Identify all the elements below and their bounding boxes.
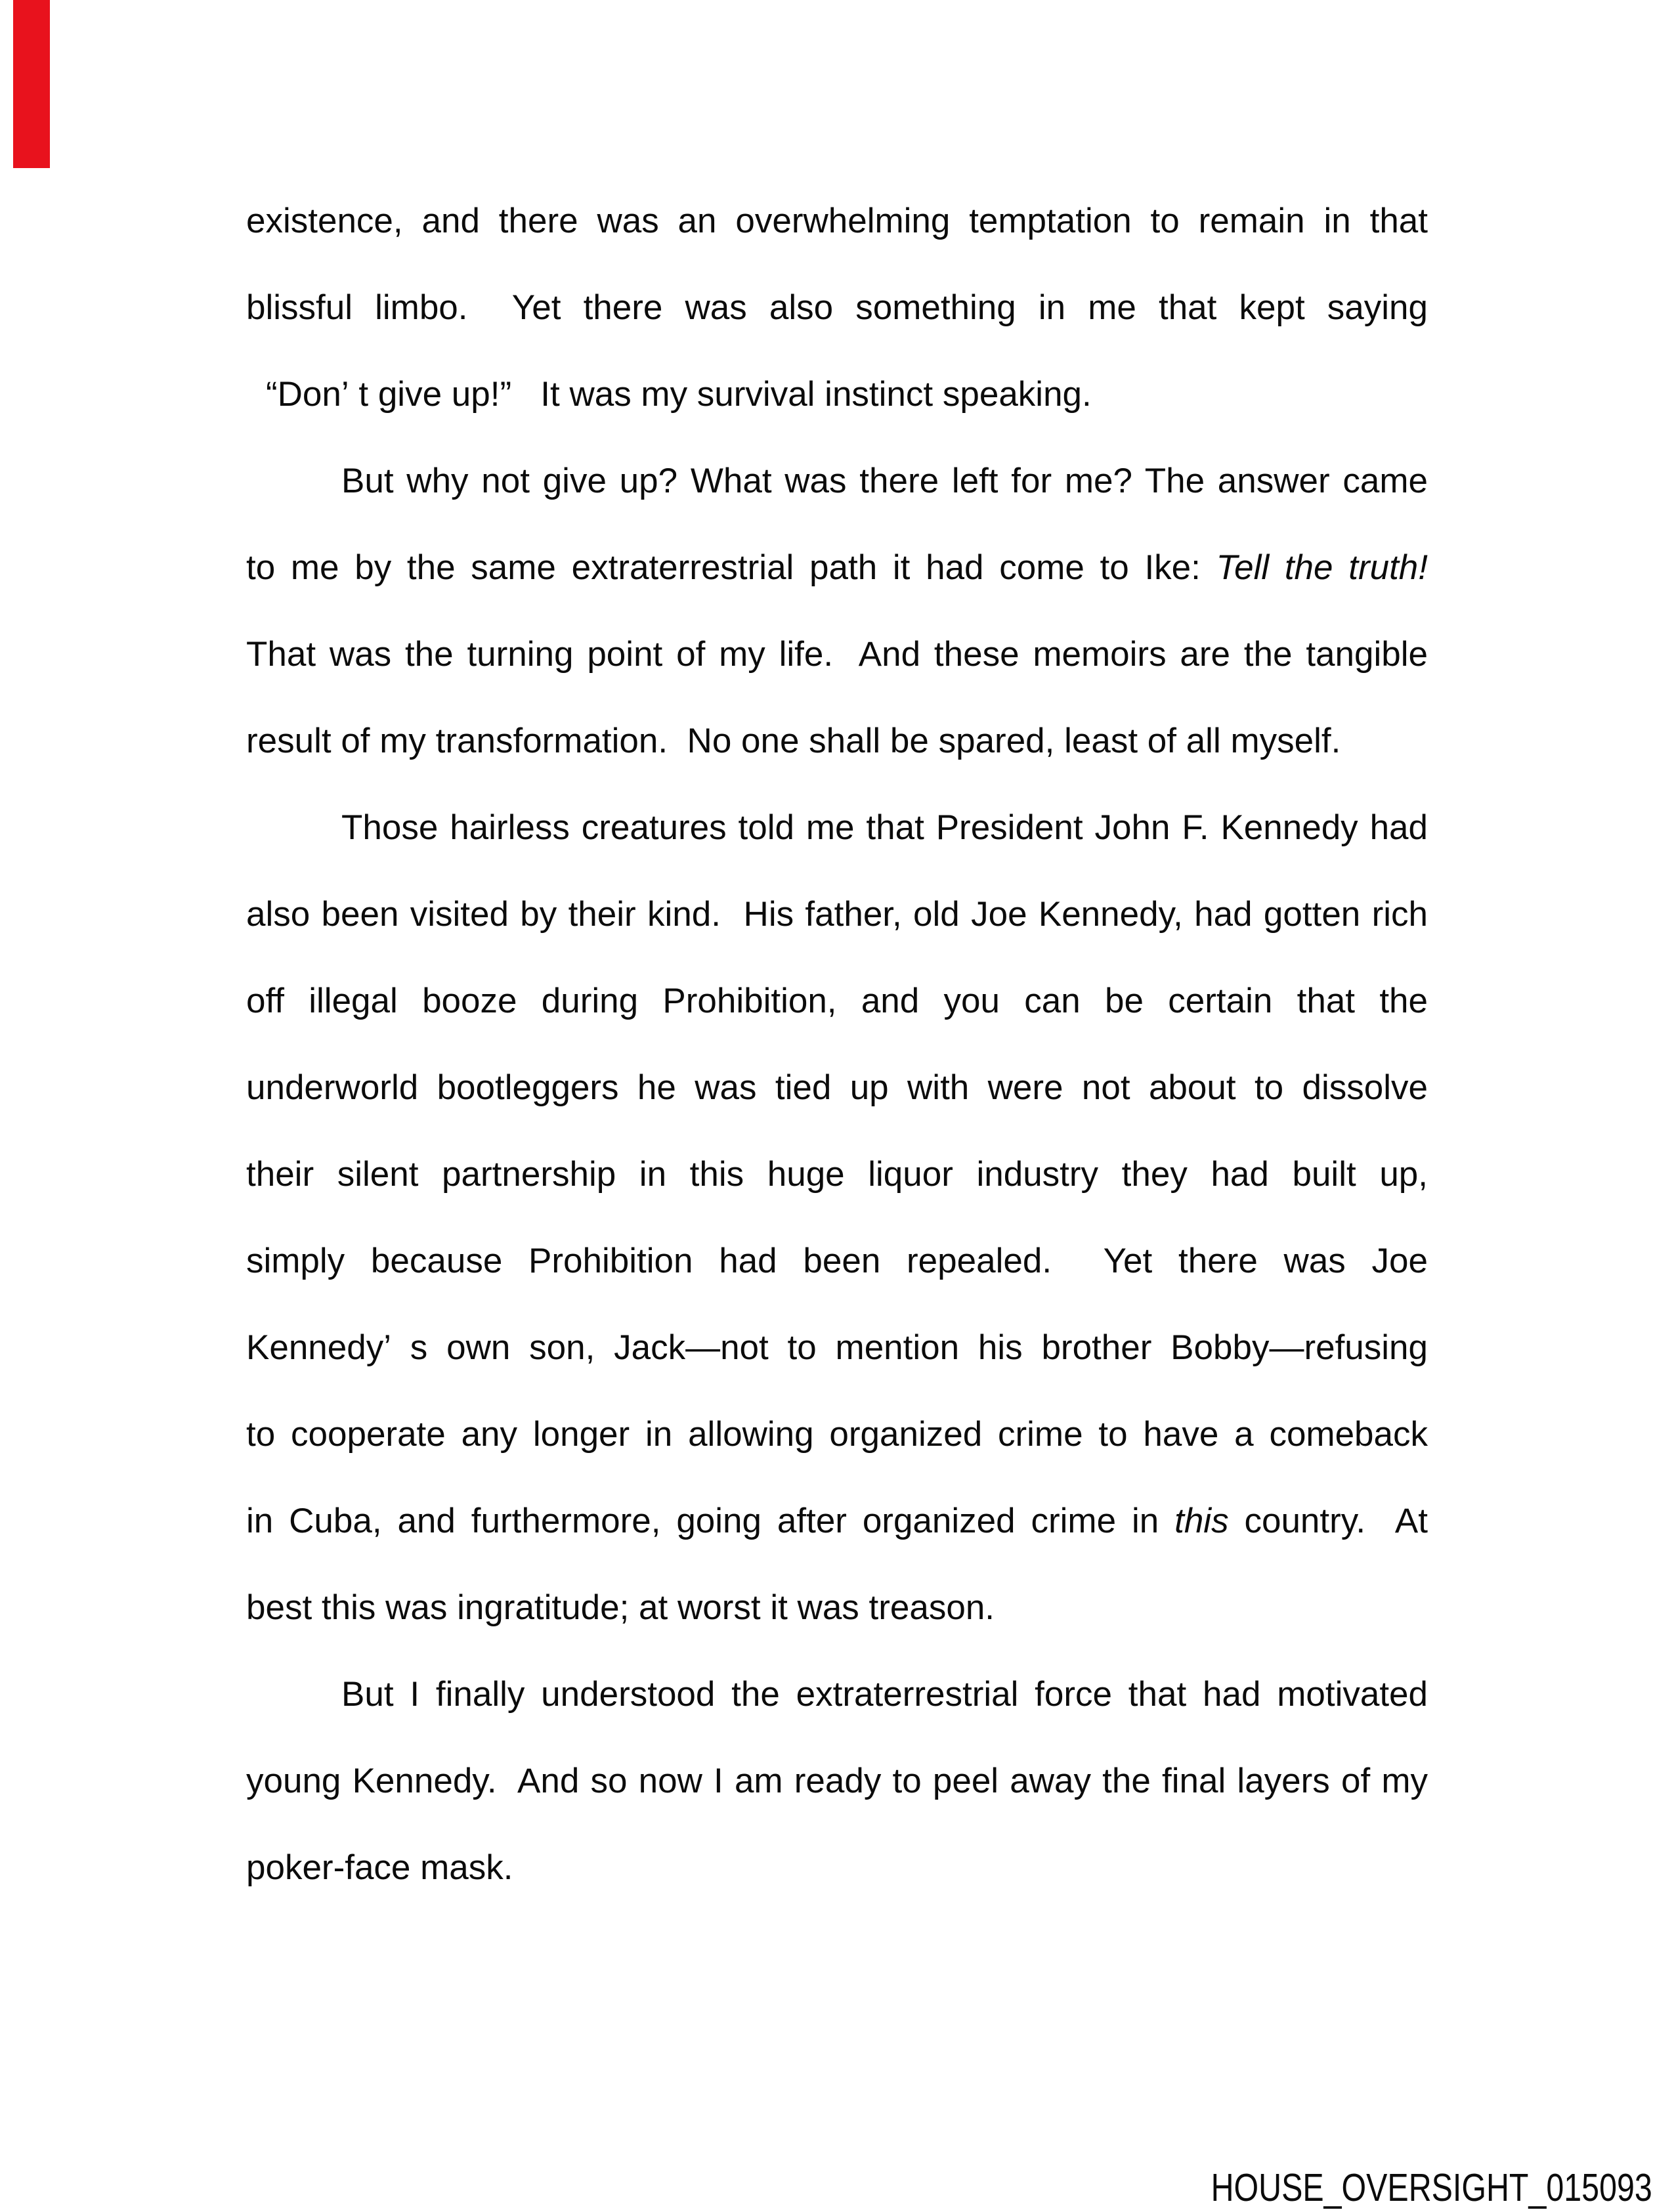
text-line (246, 438, 1428, 525)
text-block (246, 178, 1428, 1911)
text-line (246, 1565, 1428, 1651)
text-segment: to cooperate any longer in allowing organized crime to have a comeback (246, 1415, 1428, 1454)
text-line (246, 1738, 1428, 1825)
text-segment: their silent partnership in this huge liquor industry they had built up, (246, 1155, 1428, 1194)
text-segment: poker-face mask. (246, 1848, 513, 1887)
text-line (246, 525, 1428, 611)
text-segment: result of my transformation. No one shall be spared, least of all myself. (246, 722, 1341, 760)
italic-text-segment: this (1174, 1502, 1229, 1540)
text-segment: That was the turning point of my life. And these memoirs are the tangible (246, 635, 1428, 674)
text-line (246, 785, 1428, 871)
text-segment: Kennedy’ s own son, Jack—not to mention his brother Bobby—refusing (246, 1328, 1428, 1367)
red-scan-mark (13, 0, 50, 168)
text-segment: country. At (1228, 1502, 1428, 1540)
text-segment: But why not give up? What was there left for me? The answer came (341, 462, 1428, 500)
text-segment: off illegal booze during Prohibition, and you can be certain that the (246, 982, 1428, 1020)
text-line (246, 265, 1428, 351)
text-line (246, 1305, 1428, 1391)
text-line (246, 1825, 1428, 1911)
text-line (246, 1218, 1428, 1305)
text-segment: Those hairless creatures told me that President John F. Kennedy had (341, 808, 1428, 847)
text-segment: in Cuba, and furthermore, going after organized crime in (246, 1502, 1175, 1540)
text-line (246, 1045, 1428, 1131)
text-line (246, 698, 1428, 785)
text-segment: also been visited by their kind. His father, old Joe Kennedy, had gotten rich (246, 895, 1428, 934)
text-line (246, 611, 1428, 698)
text-line (246, 351, 1428, 438)
text-line (246, 1391, 1428, 1478)
text-segment: “Don’ t give up!” It was my survival instinct speaking. (266, 375, 1092, 414)
text-segment: existence, and there was an overwhelming temptation to remain in that (246, 202, 1428, 240)
text-line (246, 178, 1428, 265)
text-segment: young Kennedy. And so now I am ready to peel away the final layers of my (246, 1762, 1428, 1800)
italic-text-segment: Tell the truth! (1216, 548, 1428, 587)
text-segment: But I finally understood the extraterrestrial force that had motivated (341, 1675, 1428, 1714)
bates-number-watermark: HOUSE_OVERSIGHT_015093 (1211, 2166, 1652, 2209)
text-segment: to me by the same extraterrestrial path it had come to Ike: (246, 548, 1216, 587)
text-segment: underworld bootleggers he was tied up with were not about to dissolve (246, 1068, 1428, 1107)
text-line (246, 958, 1428, 1045)
text-segment: blissful limbo. Yet there was also something in me that kept saying (246, 288, 1428, 327)
text-line (246, 1478, 1428, 1565)
text-segment: simply because Prohibition had been repealed. Yet there was Joe (246, 1242, 1428, 1280)
text-segment: best this was ingratitude; at worst it was treason. (246, 1588, 995, 1627)
text-line (246, 1651, 1428, 1738)
text-line (246, 871, 1428, 958)
text-line (246, 1131, 1428, 1218)
